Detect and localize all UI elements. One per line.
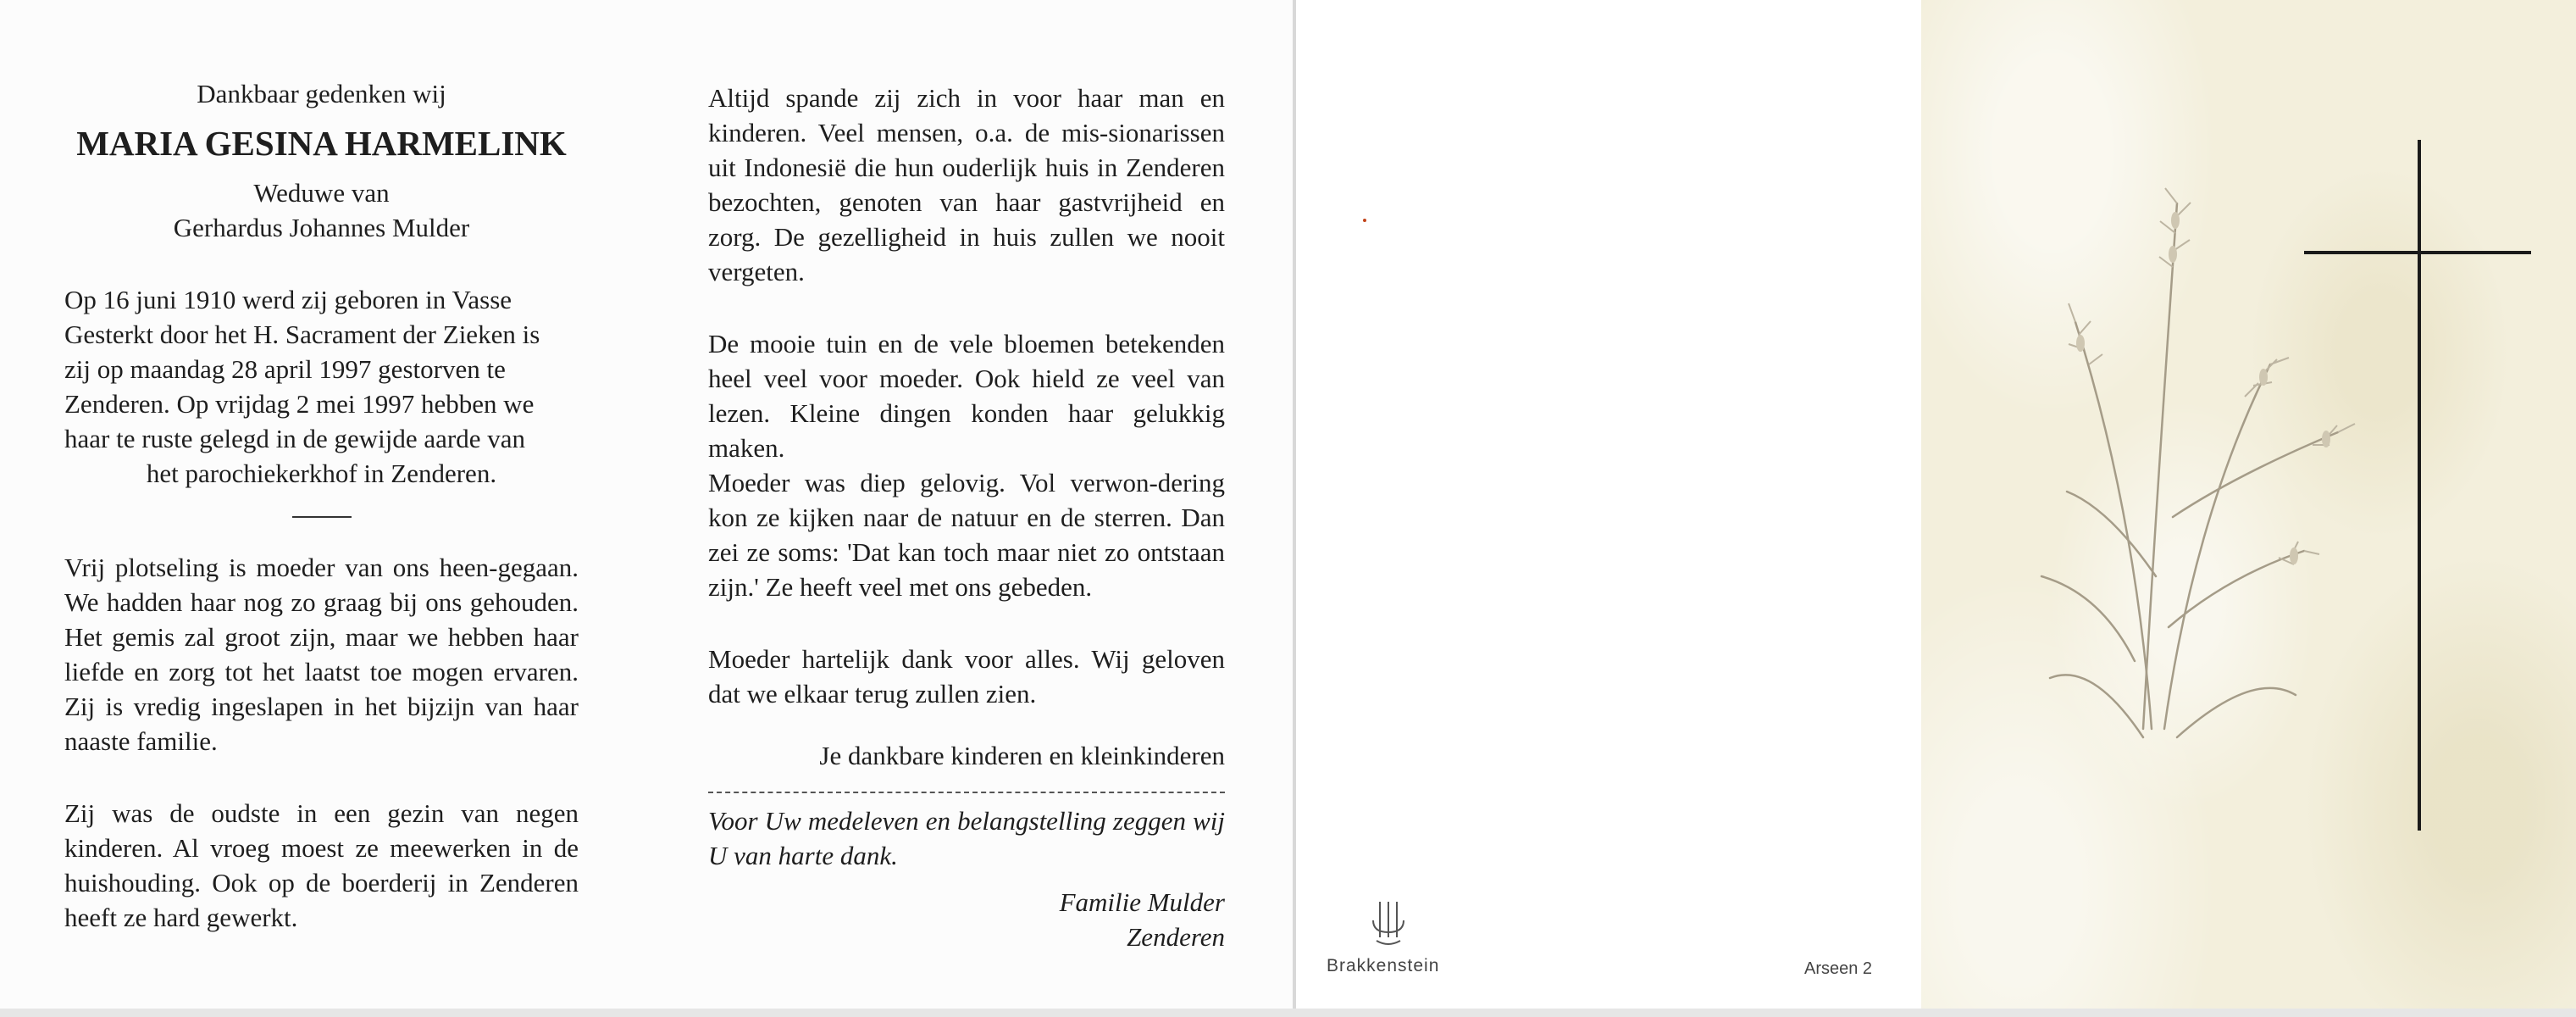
acknowledgement-text: Voor Uw medeleven en belangstelling zeggen wij U van harte dank. (708, 806, 1225, 870)
publisher-label: Brakkenstein (1327, 956, 1440, 975)
birth-death-paragraph (64, 282, 579, 491)
memorial-text-right-column (708, 81, 1225, 954)
paragraph-garden: De mooie tuin en de vele bloemen betekenden heel veel voor moeder. Ook hield ze veel van lezen. Kleine dingen konden haar gelukkig maken. (708, 329, 1225, 463)
paragraph-oldest-child: Zij was de oudste in een gezin van negen kinderen. Al vroeg moest ze meewerken in de huishouding. Ook op de boerderij in Zenderen heeft ze hard gewerkt. (64, 798, 579, 932)
card-bottom-edge (0, 1009, 2576, 1017)
card-code-label: Arseen 2 (1804, 959, 1873, 978)
family-name: Familie Mulder (1059, 887, 1225, 917)
family-place: Zenderen (1127, 922, 1225, 952)
print-speck (1363, 219, 1366, 222)
cross-icon (1921, 0, 2576, 1009)
widow-label: Weduwe van (253, 178, 390, 208)
birth-line: zij op maandag 28 april 1997 gestorven te (64, 354, 506, 384)
birth-line: haar te ruste gelegd in de gewijde aarde van (64, 424, 525, 453)
paragraph-sudden-passing: Vrij plotseling is moeder van ons heen-gegaan. We hadden haar nog zo graag bij ons gehouden. Het gemis zal groot zijn, maar we hebben haar liefde en zorg tot het laatst toe mogen ervaren. Zij is vredig ingeslapen in het bijzijn van haar naaste familie. (64, 553, 579, 756)
paragraph-devotion: Altijd spande zij zich in voor haar man en kinderen. Veel mensen, o.a. de mis-sionarissen uit Indonesië die hun ouderlijk huis in Zenderen bezochten, genoten van haar gastvrijheid en zorg. De gezelligheid in huis zullen we nooit vergeten. (708, 83, 1225, 286)
brakkenstein-logo-icon (1368, 898, 1410, 949)
paragraph-faith: Moeder was diep gelovig. Vol verwon-dering kon ze kijken naar de natuur en de sterren. Dan zei ze soms: 'Dat kan toch maar niet zo ontstaan zijn.' Ze heeft veel met ons gebeden. (708, 468, 1225, 602)
paragraph-thanks: Moeder hartelijk dank voor alles. Wij geloven dat we elkaar terug zullen zien. (708, 644, 1225, 709)
children-signature: Je dankbare kinderen en kleinkinderen (819, 741, 1225, 770)
memorial-text-left-column (64, 76, 579, 935)
deceased-name: MARIA GESINA HARMELINK (76, 124, 567, 163)
birth-line: Gesterkt door het H. Sacrament der Zieken is (64, 320, 540, 349)
intro-line: Dankbaar gedenken wij (197, 79, 446, 108)
birth-line: Zenderen. Op vrijdag 2 mei 1997 hebben we (64, 389, 535, 419)
husband-name: Gerhardus Johannes Mulder (173, 213, 470, 242)
birth-line: het parochiekerkhof in Zenderen. (146, 458, 497, 488)
birth-line: Op 16 juni 1910 werd zij geboren in Vasse (64, 285, 512, 314)
